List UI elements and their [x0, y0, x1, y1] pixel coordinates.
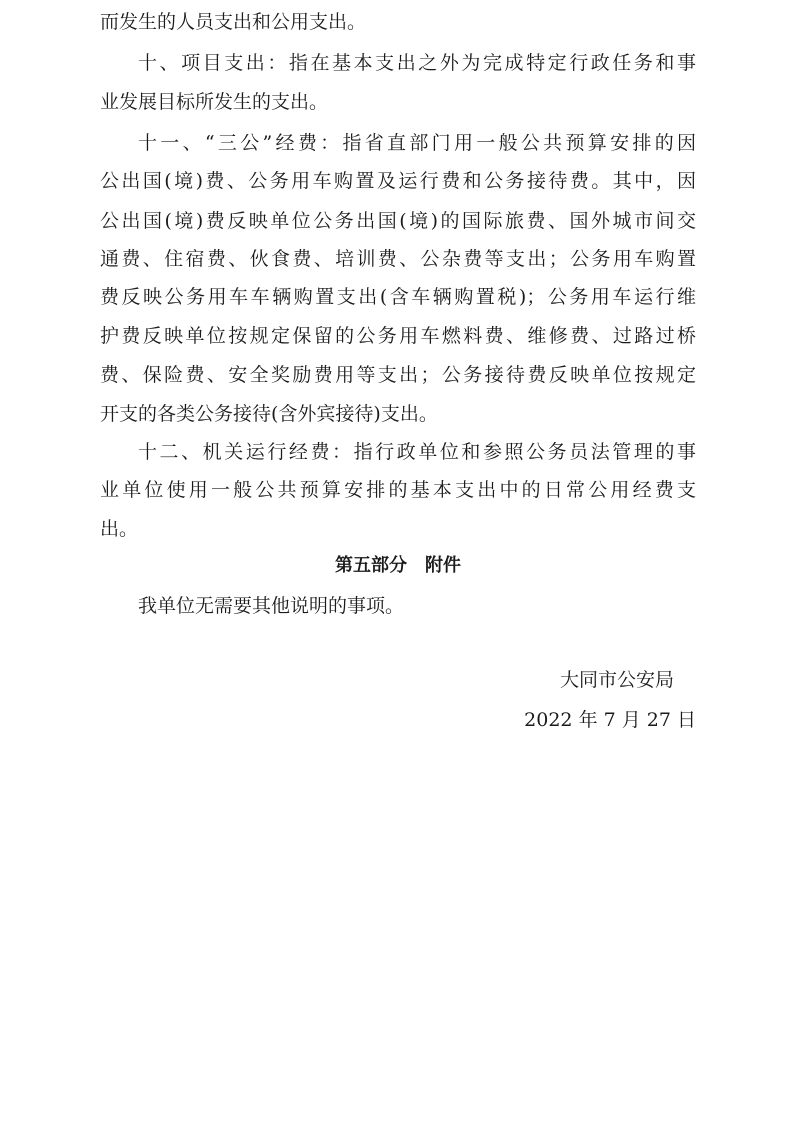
paragraph-line: 十、项目支出：指在基本支出之外为完成特定行政任务和事 — [138, 52, 696, 74]
paragraph-line: 通费、住宿费、伙食费、培训费、公杂费等支出；公务用车购置 — [100, 248, 696, 270]
paragraph-line: 十一、“三公”经费：指省直部门用一般公共预算安排的因 — [138, 132, 696, 154]
paragraph-line: 业单位使用一般公共预算安排的基本支出中的日常公用经费支 — [100, 479, 696, 501]
signature-date: 2022 年 7 月 27 日 — [524, 709, 696, 731]
section-body: 我单位无需要其他说明的事项。 — [138, 595, 405, 617]
paragraph-line: 而发生的人员支出和公用支出。 — [100, 11, 367, 33]
paragraph-line: 费、保险费、安全奖励费用等支出；公务接待费反映单位按规定 — [100, 364, 696, 386]
paragraph-line: 公出国(境)费反映单位公务出国(境)的国际旅费、国外城市间交 — [100, 210, 696, 232]
paragraph-line: 公出国(境)费、公务用车购置及运行费和公务接待费。其中，因 — [100, 170, 696, 192]
paragraph-line: 护费反映单位按规定保留的公务用车燃料费、维修费、过路过桥 — [100, 325, 696, 347]
section-heading: 第五部分 附件 — [335, 555, 461, 576]
signature-org: 大同市公安局 — [559, 669, 674, 691]
paragraph-line: 十二、机关运行经费：指行政单位和参照公务员法管理的事 — [138, 441, 696, 463]
paragraph-line: 费反映公务用车车辆购置支出(含车辆购置税)；公务用车运行维 — [100, 286, 696, 308]
paragraph-line: 业发展目标所发生的支出。 — [100, 91, 329, 113]
paragraph-line: 开支的各类公务接待(含外宾接待)支出。 — [100, 403, 438, 425]
paragraph-line: 出。 — [100, 518, 139, 540]
